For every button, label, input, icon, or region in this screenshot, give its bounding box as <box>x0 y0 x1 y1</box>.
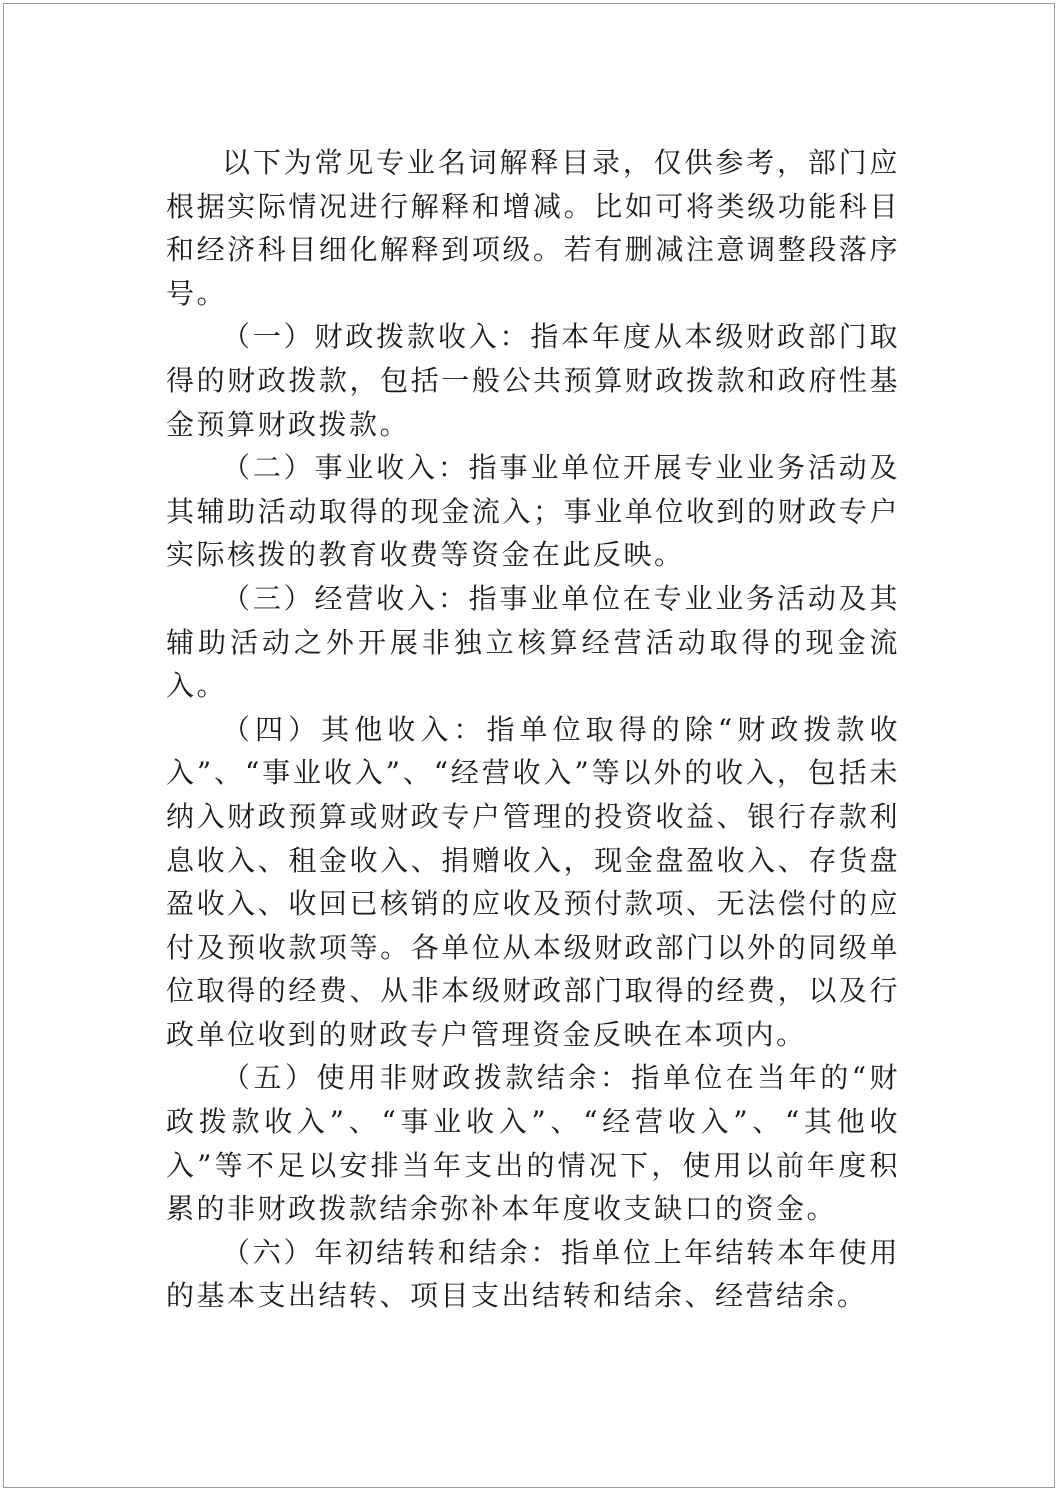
document-page <box>3 3 1055 1488</box>
intro-paragraph: 以下为常见专业名词解释目录，仅供参考，部门应根据实际情况进行解释和增减。比如可将类级功能科目和经济科目细化解释到项级。若有删减注意调整段落序号。 <box>166 146 900 310</box>
paragraph-non-fiscal-surplus: （五）使用非财政拨款结余：指单位在当年的“财政拨款收入”、“事业收入”、“经营收入”、“其他收入”等不足以安排当年支出的情况下，使用以前年度积累的非财政拨款结余弥补本年度收支缺口的资金。 <box>166 1061 900 1226</box>
paragraph-business-income: （二）事业收入：指事业单位开展专业业务活动及其辅助活动取得的现金流入；事业单位收到的财政专户实际核拨的教育收费等资金在此反映。 <box>166 451 900 572</box>
paragraph-other-income: （四）其他收入：指单位取得的除“财政拨款收入”、“事业收入”、“经营收入”等以外的收入，包括未纳入财政预算或财政专户管理的投资收益、银行存款利息收入、租金收入、捐赠收入，现金盘盈收入、存货盘盈收入、收回已核销的应收及预付款项、无法偿付的应付及预收款项等。各单位从本级财政部门以外的同级单位取得的经费、从非本级财政部门取得的经费，以及行政单位收到的财政专户管理资金反映在本项内。 <box>166 712 900 1051</box>
paragraph-fiscal-appropriation-income: （一）财政拨款收入：指本年度从本级财政部门取得的财政拨款，包括一般公共预算财政拨款和政府性基金预算财政拨款。 <box>166 320 900 441</box>
paragraph-operating-income: （三）经营收入：指事业单位在专业业务活动及其辅助活动之外开展非独立核算经营活动取得的现金流入。 <box>166 581 900 703</box>
paragraph-opening-carryover: （六）年初结转和结余：指单位上年结转本年使用的基本支出结转、项目支出结转和结余、经营结余。 <box>166 1235 900 1313</box>
document-body <box>166 141 900 1318</box>
